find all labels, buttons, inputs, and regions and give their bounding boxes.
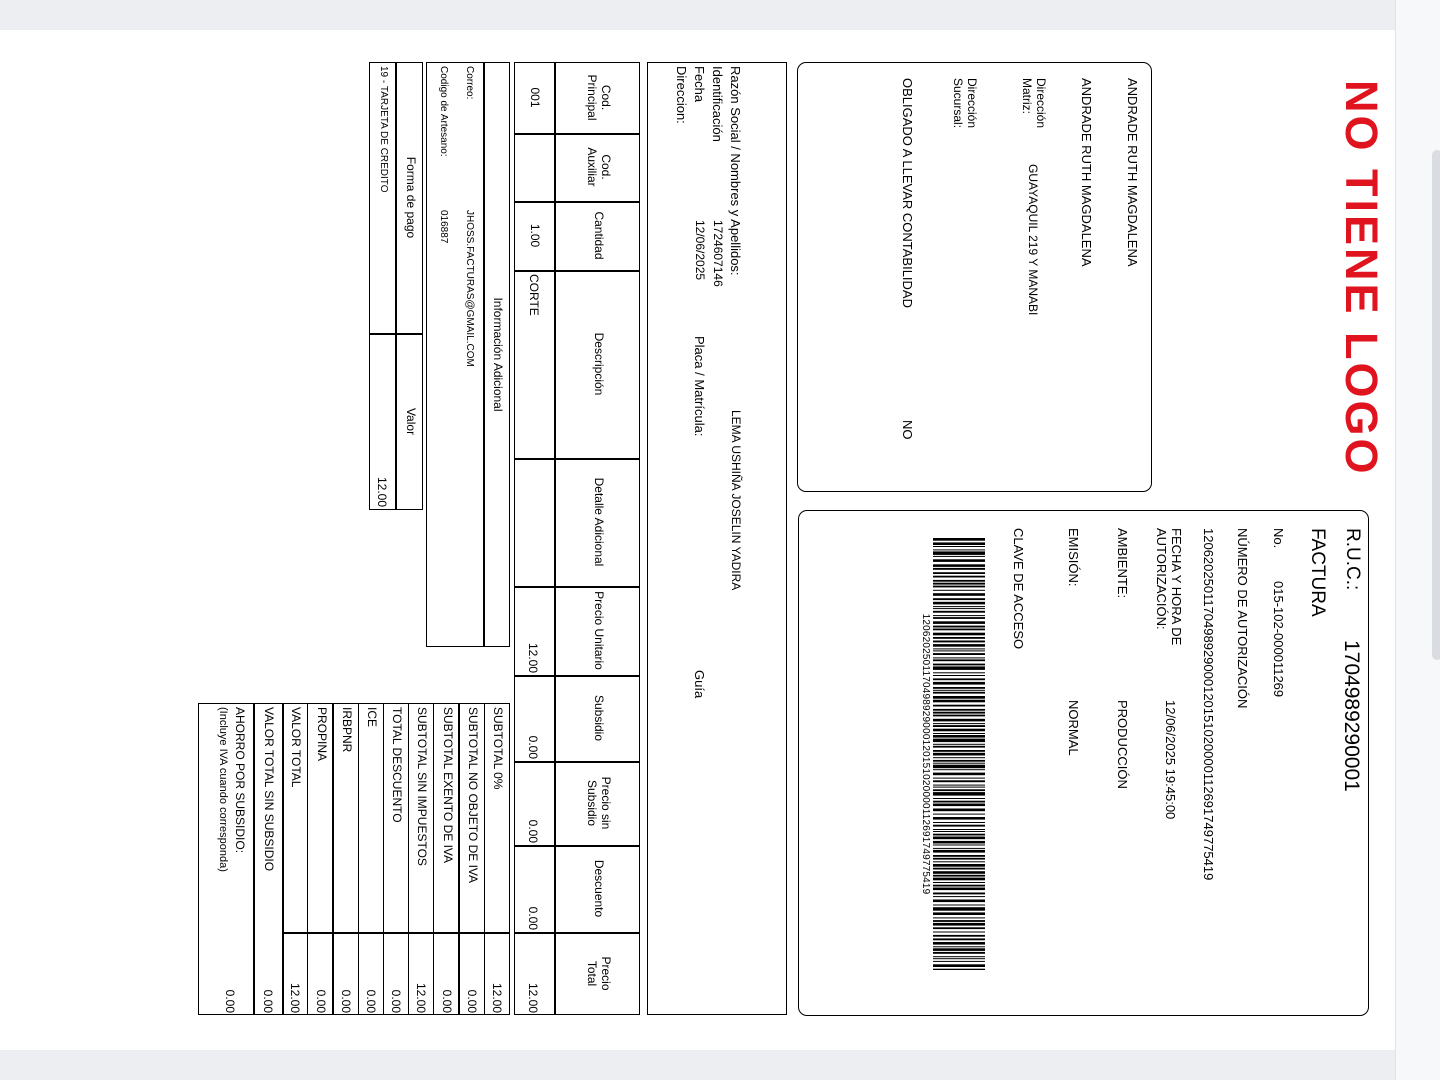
table-row-descripcion: CORTE <box>527 274 541 316</box>
direccion-label: Direccion: <box>674 66 689 124</box>
table-row-descuento: 0.00 <box>526 906 540 930</box>
barcode-bar <box>933 556 985 557</box>
barcode-bar <box>933 559 985 562</box>
barcode-bar <box>933 744 985 745</box>
barcode-bar <box>933 850 985 853</box>
barcode-bar <box>933 834 985 836</box>
ruc-label: R.U.C.: <box>1342 528 1363 591</box>
barcode-bar <box>933 905 985 906</box>
totals-row-divider <box>383 703 384 1015</box>
barcode-bar <box>933 664 985 666</box>
document-type: FACTURA <box>1307 528 1328 617</box>
issuer-name-1: ANDRADE RUTH MAGDALENA <box>1125 78 1140 267</box>
barcode-bar <box>933 729 985 732</box>
correo-value: JHOSS.FACTURAS@GMAIL.COM <box>464 210 475 367</box>
barcode-bar <box>933 712 985 714</box>
barcode-bar <box>933 917 985 918</box>
barcode-bar <box>933 932 985 933</box>
fecha-label: Fecha <box>692 66 707 103</box>
barcode-bar <box>933 641 985 643</box>
barcode-bar <box>933 942 985 945</box>
barcode-bar <box>933 920 985 922</box>
barcode-bar <box>933 687 985 689</box>
totals-row-value: 12.00 <box>414 982 429 1013</box>
barcode-bar <box>933 792 985 796</box>
emision-label: EMISIÓN: <box>1066 528 1081 587</box>
barcode-bar <box>933 882 985 883</box>
barcode-bar <box>933 549 985 550</box>
ahorro-value: 0.00 <box>223 989 237 1013</box>
barcode-bar <box>933 958 985 959</box>
totals-row-divider <box>332 703 333 1015</box>
barcode-bar <box>933 952 985 954</box>
barcode-bar <box>933 798 985 799</box>
totals-row-label: SUBTOTAL SIN IMPUESTOS <box>415 707 430 866</box>
forma-pago-value: 19 - TARJETA DE CREDITO <box>378 66 389 193</box>
table-row-subsidio: 0.00 <box>526 735 540 759</box>
barcode-bar <box>933 780 985 782</box>
barcode-bar <box>933 644 985 647</box>
barcode-bar <box>933 678 985 680</box>
barcode-bar <box>933 602 985 605</box>
totals-row-label: ICE <box>365 707 379 728</box>
matriz-value: GUAYAQUIL 219 Y MANABI <box>1026 164 1040 316</box>
totals-row-value: 0.00 <box>364 989 378 1013</box>
barcode-bar <box>933 946 985 947</box>
table-row-precio-total: 12.00 <box>526 982 540 1013</box>
totals-row-divider <box>307 703 308 1015</box>
totals-row-label: IRBPNR <box>339 707 354 753</box>
logo-placeholder: NO TIENE LOGO <box>1336 80 1387 477</box>
barcode-bar <box>933 831 985 832</box>
totals-row-value: 12.00 <box>490 982 504 1013</box>
barcode-bar <box>933 817 985 820</box>
ambiente-label: AMBIENTE: <box>1115 528 1130 599</box>
barcode-bar <box>933 692 985 694</box>
barcode-bar <box>933 757 985 758</box>
barcode-bar <box>933 633 985 636</box>
barcode-bar <box>933 700 985 703</box>
contabilidad-value: NO <box>900 420 915 440</box>
razon-label: Razón Social / Nombres y Apellidos: <box>728 66 743 276</box>
header-precio-total: Precio Total <box>585 956 613 991</box>
barcode-bar <box>933 675 985 676</box>
barcode-bar <box>933 590 985 591</box>
artesano-value: 016887 <box>438 210 449 244</box>
header-detalle: Detalle Adicional <box>591 477 606 567</box>
rotated-invoice-sheet <box>0 30 1395 1050</box>
barcode-bar <box>933 598 985 600</box>
barcode-bar <box>933 568 985 570</box>
correo-label: Correo: <box>464 66 475 100</box>
number-value: 015-102-000011269 <box>1271 581 1286 698</box>
barcode-bar <box>933 725 985 727</box>
ruc-value: 1704989290001 <box>1340 640 1363 792</box>
id-label: Identificación <box>710 66 725 142</box>
barcode-bar <box>933 837 985 840</box>
barcode-bar <box>933 829 985 830</box>
barcode-bar <box>933 961 985 962</box>
sin-subsidio-label: VALOR TOTAL SIN SUBSIDIO <box>262 707 276 872</box>
id-value: 1724607146 <box>711 220 725 287</box>
barcode-bar <box>933 672 985 673</box>
barcode-bar <box>933 576 985 578</box>
barcode-bar <box>933 822 985 823</box>
totals-row-label: SUBTOTAL 0% <box>491 707 505 790</box>
razon-value: LEMA USHIÑA JOSELIN YADIRA <box>729 410 743 591</box>
header-cod-auxiliar: Cod. Auxiliar <box>585 147 613 187</box>
viewer-top-bar <box>0 0 1395 30</box>
header-cantidad: Cantidad <box>591 211 606 260</box>
table-row-precio-sin-subsidio: 0.00 <box>526 819 540 843</box>
totals-row-label: SUBTOTAL NO OBJETO DE IVA <box>465 707 480 884</box>
forma-pago-header: Forma de pago <box>403 156 418 239</box>
barcode-bar <box>933 750 985 752</box>
barcode-bar <box>933 739 985 743</box>
barcode-bar <box>933 778 985 779</box>
barcode-bar <box>933 715 985 717</box>
barcode-bar <box>933 733 985 734</box>
barcode-bar <box>933 546 985 547</box>
guia-label: Guía <box>692 670 707 699</box>
barcode-bar <box>933 629 985 631</box>
table-row-cantidad: 1.00 <box>528 223 543 248</box>
auth-label: NÚMERO DE AUTORIZACIÓN <box>1235 528 1250 709</box>
ahorro-note: (Incluye IVA cuando corresponda) <box>217 707 229 872</box>
totals-row-divider <box>458 703 459 1015</box>
totals-row-divider <box>433 703 434 1015</box>
table-row-precio-unitario: 12.00 <box>526 642 540 673</box>
barcode-bar <box>933 583 985 585</box>
barcode-bar <box>933 551 985 555</box>
totals-row-label: PROPINA <box>314 707 329 762</box>
header-descripcion: Descripción <box>591 332 606 396</box>
barcode-bar <box>933 696 985 699</box>
barcode-bar <box>933 787 985 788</box>
table-row-cod-auxiliar <box>514 133 555 201</box>
totals-row-divider <box>484 703 485 1015</box>
barcode-bar <box>933 564 985 567</box>
totals-row-label: SUBTOTAL EXENTO DE IVA <box>440 707 455 864</box>
barcode-bar <box>933 878 985 881</box>
fecha-value: 12/06/2025 <box>693 220 707 281</box>
barcode-bar <box>933 855 985 857</box>
barcode-bar <box>933 848 985 849</box>
matriz-label: Dirección Matriz: <box>1020 78 1048 129</box>
barcode-bar <box>933 542 985 545</box>
contabilidad-label: OBLIGADO A LLEVAR CONTABILIDAD <box>900 78 915 308</box>
barcode-bar <box>933 841 985 844</box>
auth-value: 1206202501170498929000120151020000112691749775419 <box>1201 528 1216 881</box>
totals-row-label: TOTAL DESCUENTO <box>390 707 405 823</box>
barcode-bar <box>933 611 985 613</box>
header-precio-unitario: Precio Unitario <box>591 591 606 670</box>
barcode-bar <box>933 765 985 769</box>
fecha-auth-label: FECHA Y HORA DE AUTORIZACIÓN: <box>1154 528 1184 646</box>
clave-label: CLAVE DE ACCESO <box>1011 528 1026 650</box>
totals-row-value: 0.00 <box>313 989 328 1013</box>
emision-value: NORMAL <box>1066 700 1081 756</box>
totals-row-value: 0.00 <box>464 989 479 1013</box>
barcode-bar <box>933 814 985 815</box>
barcode-bar <box>933 964 985 967</box>
totals-row-value: 12.00 <box>288 982 303 1013</box>
barcode-bar <box>933 637 985 639</box>
barcode-bar <box>933 885 985 887</box>
ambiente-value: PRODUCCIÓN <box>1115 700 1130 789</box>
barcode-bar <box>933 572 985 574</box>
barcode-bar <box>933 948 985 951</box>
barcode-bar <box>933 907 985 911</box>
barcode-bar <box>933 809 985 812</box>
placa-label: Placa / Matrícula: <box>692 336 707 437</box>
forma-pago-amount: 12.00 <box>375 476 389 507</box>
barcode-bar <box>933 760 985 762</box>
invoice-page <box>0 30 1395 1050</box>
artesano-label: Codigo de Artesano: <box>438 66 449 157</box>
barcode-bar <box>933 769 985 770</box>
barcode-bar <box>933 723 985 724</box>
barcode-bar <box>933 666 985 670</box>
barcode-bar <box>933 615 985 616</box>
barcode-bar <box>933 650 985 651</box>
barcode-bar <box>933 586 985 588</box>
barcode-bar <box>933 753 985 756</box>
barcode-bar <box>933 653 985 655</box>
barcode-bar <box>933 789 985 791</box>
barcode-text: 1206202501170498929000120151020000112691749775419 <box>920 613 931 895</box>
totals-row-value: 0.00 <box>389 989 404 1013</box>
barcode-bar <box>933 657 985 658</box>
barcode-bar <box>933 804 985 807</box>
table-row-detalle <box>514 458 555 586</box>
barcode-bar <box>933 858 985 860</box>
barcode-bar <box>933 606 985 607</box>
barcode-bar <box>933 626 985 628</box>
barcode-bar <box>933 871 985 874</box>
barcode-bar <box>933 709 985 711</box>
header-subsidio: Subsidio <box>591 694 606 742</box>
issuer-name-2: ANDRADE RUTH MAGDALENA <box>1079 78 1094 267</box>
barcode-bar <box>933 690 985 691</box>
barcode-bar <box>933 875 985 877</box>
sucursal-label: Dirección Sucursal: <box>951 78 979 129</box>
info-adicional-title: Información Adicional <box>491 297 506 412</box>
barcode-bar <box>933 888 985 891</box>
barcode-bar <box>933 763 985 764</box>
barcode-bar <box>933 580 985 582</box>
barcode-bar <box>933 868 985 870</box>
barcode-bar <box>933 900 985 903</box>
barcode-bar <box>933 935 985 937</box>
number-label: No. <box>1271 528 1286 549</box>
forma-pago-valor-header: Valor <box>403 407 418 436</box>
barcode-bar <box>933 825 985 827</box>
table-row-cod-principal: 001 <box>528 87 543 108</box>
totals-row-value: 0.00 <box>439 989 454 1013</box>
barcode-bar <box>933 617 985 619</box>
header-descuento: Descuento <box>591 859 606 918</box>
barcode-bar <box>933 956 985 957</box>
barcode-bar <box>933 719 985 722</box>
viewer-bottom-bar <box>0 1050 1395 1080</box>
barcode-bar <box>933 773 985 776</box>
barcode-bar <box>933 893 985 895</box>
header-precio-sin-subsidio: Precio sin Subsidio <box>585 776 613 830</box>
barcode-bar <box>933 648 985 649</box>
totals-row-divider <box>358 703 359 1015</box>
barcode-bar <box>933 593 985 596</box>
barcode-bar <box>933 969 985 970</box>
barcode-bar <box>933 861 985 862</box>
barcode-bar <box>933 608 985 609</box>
barcode-bar <box>933 538 985 541</box>
totals-row-label: VALOR TOTAL <box>289 707 304 788</box>
barcode-bar <box>933 938 985 940</box>
ahorro-label: AHORRO POR SUBSIDIO: <box>233 707 247 854</box>
barcode-bar <box>933 621 985 624</box>
header-cod-principal: Cod. Principal <box>585 74 613 121</box>
access-key-barcode <box>933 536 985 972</box>
barcode-bar <box>933 682 985 685</box>
barcode-bar <box>933 896 985 897</box>
barcode-bar <box>933 845 985 846</box>
barcode-bar <box>933 912 985 915</box>
barcode-bar <box>933 735 985 738</box>
barcode-bar <box>933 801 985 803</box>
scrollbar-thumb[interactable] <box>1432 150 1440 660</box>
subsidy-divider <box>253 703 255 1015</box>
barcode-bar <box>933 927 985 929</box>
sin-subsidio-value: 0.00 <box>261 989 275 1013</box>
barcode-bar <box>933 705 985 707</box>
barcode-bar <box>933 746 985 748</box>
buyer-box <box>647 62 787 1015</box>
barcode-bar <box>933 785 985 786</box>
totals-row-value: 0.00 <box>338 989 353 1013</box>
fecha-auth-value: 12/06/2025 19:45:00 <box>1163 700 1178 820</box>
totals-row-divider <box>408 703 409 1015</box>
barcode-bar <box>933 864 985 867</box>
barcode-bar <box>933 659 985 661</box>
barcode-bar <box>933 923 985 926</box>
